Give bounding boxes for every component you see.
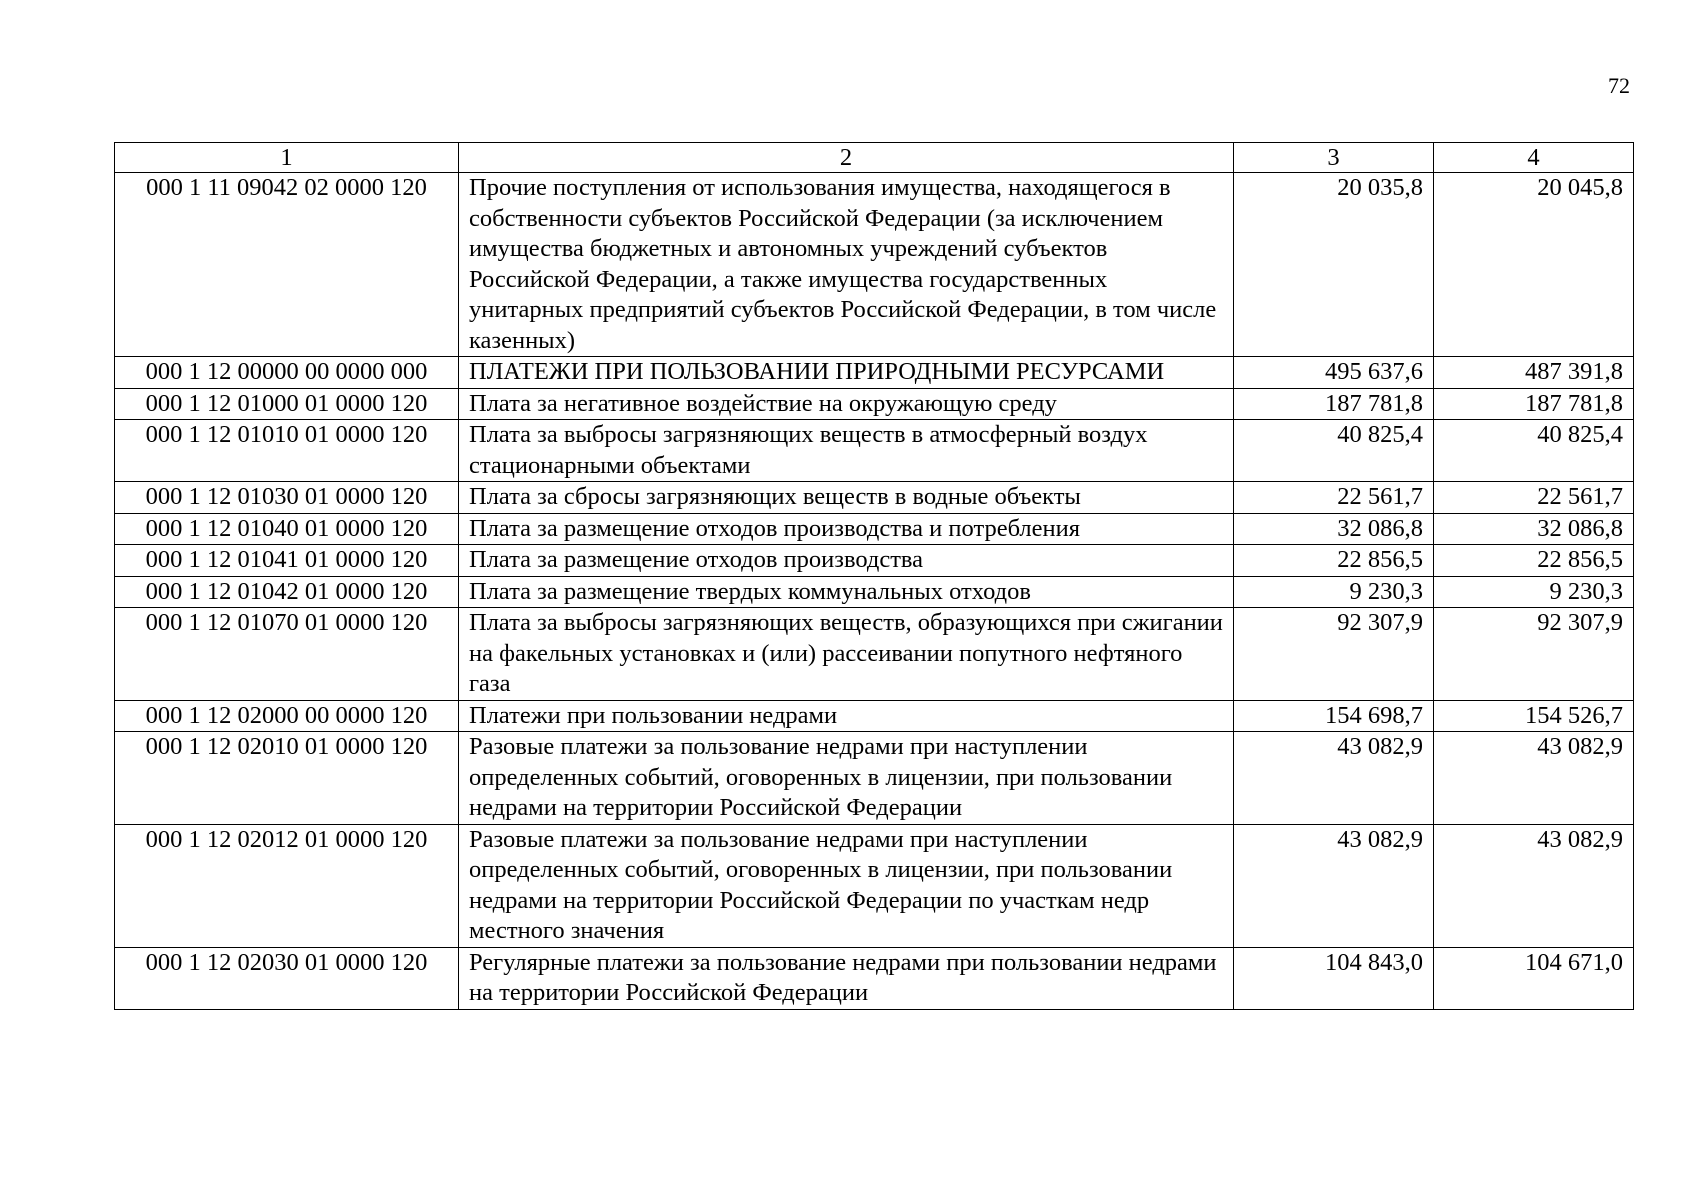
table-row bbox=[115, 732, 1634, 825]
value-col-4: 20 045,8 bbox=[1434, 173, 1634, 357]
table-row bbox=[115, 824, 1634, 947]
value-col-4: 92 307,9 bbox=[1434, 608, 1634, 701]
table-row bbox=[115, 608, 1634, 701]
column-header-2: 2 bbox=[459, 143, 1234, 173]
page-number: 72 bbox=[1608, 73, 1630, 98]
value-col-4: 40 825,4 bbox=[1434, 420, 1634, 482]
value-col-4: 9 230,3 bbox=[1434, 576, 1634, 608]
budget-code: 000 1 12 02012 01 0000 120 bbox=[115, 824, 459, 947]
value-col-4: 22 856,5 bbox=[1434, 545, 1634, 577]
revenue-table bbox=[114, 142, 1634, 1010]
table-row bbox=[115, 576, 1634, 608]
value-col-3: 32 086,8 bbox=[1234, 513, 1434, 545]
revenue-name: Плата за размещение отходов производства bbox=[459, 545, 1234, 577]
revenue-name: Прочие поступления от использования имущества, находящегося в собственности субъектов Российской Федерации (за исключением имущества бюджетных и автономных учреждений субъектов Российской Федерации, а также имущества государственных унитарных предприятий субъектов Российской Федерации, в том числе казенных) bbox=[459, 173, 1234, 357]
value-col-4: 32 086,8 bbox=[1434, 513, 1634, 545]
value-col-3: 495 637,6 bbox=[1234, 357, 1434, 389]
value-col-4: 154 526,7 bbox=[1434, 700, 1634, 732]
value-col-4: 187 781,8 bbox=[1434, 388, 1634, 420]
budget-code: 000 1 12 01010 01 0000 120 bbox=[115, 420, 459, 482]
value-col-3: 43 082,9 bbox=[1234, 732, 1434, 825]
revenue-name: Плата за размещение твердых коммунальных отходов bbox=[459, 576, 1234, 608]
value-col-3: 43 082,9 bbox=[1234, 824, 1434, 947]
budget-code: 000 1 12 01030 01 0000 120 bbox=[115, 482, 459, 514]
budget-code: 000 1 12 01000 01 0000 120 bbox=[115, 388, 459, 420]
revenue-name: Разовые платежи за пользование недрами при наступлении определенных событий, оговоренных в лицензии, при пользовании недрами на территории Российской Федерации по участкам недр местного значения bbox=[459, 824, 1234, 947]
value-col-3: 104 843,0 bbox=[1234, 947, 1434, 1009]
column-header-1: 1 bbox=[115, 143, 459, 173]
column-header-3: 3 bbox=[1234, 143, 1434, 173]
revenue-name: Плата за негативное воздействие на окружающую среду bbox=[459, 388, 1234, 420]
budget-code: 000 1 12 01041 01 0000 120 bbox=[115, 545, 459, 577]
revenue-name: Разовые платежи за пользование недрами при наступлении определенных событий, оговоренных в лицензии, при пользовании недрами на территории Российской Федерации bbox=[459, 732, 1234, 825]
value-col-4: 487 391,8 bbox=[1434, 357, 1634, 389]
revenue-name: Плата за выбросы загрязняющих веществ в атмосферный воздух стационарными объектами bbox=[459, 420, 1234, 482]
value-col-3: 20 035,8 bbox=[1234, 173, 1434, 357]
value-col-4: 104 671,0 bbox=[1434, 947, 1634, 1009]
value-col-4: 43 082,9 bbox=[1434, 824, 1634, 947]
budget-code: 000 1 11 09042 02 0000 120 bbox=[115, 173, 459, 357]
value-col-3: 92 307,9 bbox=[1234, 608, 1434, 701]
revenue-name: Платежи при пользовании недрами bbox=[459, 700, 1234, 732]
budget-code: 000 1 12 02010 01 0000 120 bbox=[115, 732, 459, 825]
value-col-3: 22 561,7 bbox=[1234, 482, 1434, 514]
budget-code: 000 1 12 02000 00 0000 120 bbox=[115, 700, 459, 732]
revenue-name: Регулярные платежи за пользование недрами при пользовании недрами на территории Российской Федерации bbox=[459, 947, 1234, 1009]
budget-code: 000 1 12 01070 01 0000 120 bbox=[115, 608, 459, 701]
table-row bbox=[115, 357, 1634, 389]
table-header-row bbox=[115, 143, 1634, 173]
revenue-name: Плата за выбросы загрязняющих веществ, образующихся при сжигании на факельных установках и (или) рассеивании попутного нефтяного газа bbox=[459, 608, 1234, 701]
table-row bbox=[115, 947, 1634, 1009]
table-row bbox=[115, 482, 1634, 514]
value-col-3: 187 781,8 bbox=[1234, 388, 1434, 420]
value-col-4: 22 561,7 bbox=[1434, 482, 1634, 514]
table-row bbox=[115, 513, 1634, 545]
table-row bbox=[115, 420, 1634, 482]
budget-code: 000 1 12 02030 01 0000 120 bbox=[115, 947, 459, 1009]
budget-code: 000 1 12 00000 00 0000 000 bbox=[115, 357, 459, 389]
revenue-name: Плата за размещение отходов производства и потребления bbox=[459, 513, 1234, 545]
column-header-4: 4 bbox=[1434, 143, 1634, 173]
value-col-3: 154 698,7 bbox=[1234, 700, 1434, 732]
budget-code: 000 1 12 01042 01 0000 120 bbox=[115, 576, 459, 608]
revenue-name: ПЛАТЕЖИ ПРИ ПОЛЬЗОВАНИИ ПРИРОДНЫМИ РЕСУРСАМИ bbox=[459, 357, 1234, 389]
revenue-name: Плата за сбросы загрязняющих веществ в водные объекты bbox=[459, 482, 1234, 514]
table-row bbox=[115, 173, 1634, 357]
table-row bbox=[115, 545, 1634, 577]
budget-code: 000 1 12 01040 01 0000 120 bbox=[115, 513, 459, 545]
value-col-3: 22 856,5 bbox=[1234, 545, 1434, 577]
table-row bbox=[115, 700, 1634, 732]
table-row bbox=[115, 388, 1634, 420]
value-col-4: 43 082,9 bbox=[1434, 732, 1634, 825]
value-col-3: 9 230,3 bbox=[1234, 576, 1434, 608]
value-col-3: 40 825,4 bbox=[1234, 420, 1434, 482]
